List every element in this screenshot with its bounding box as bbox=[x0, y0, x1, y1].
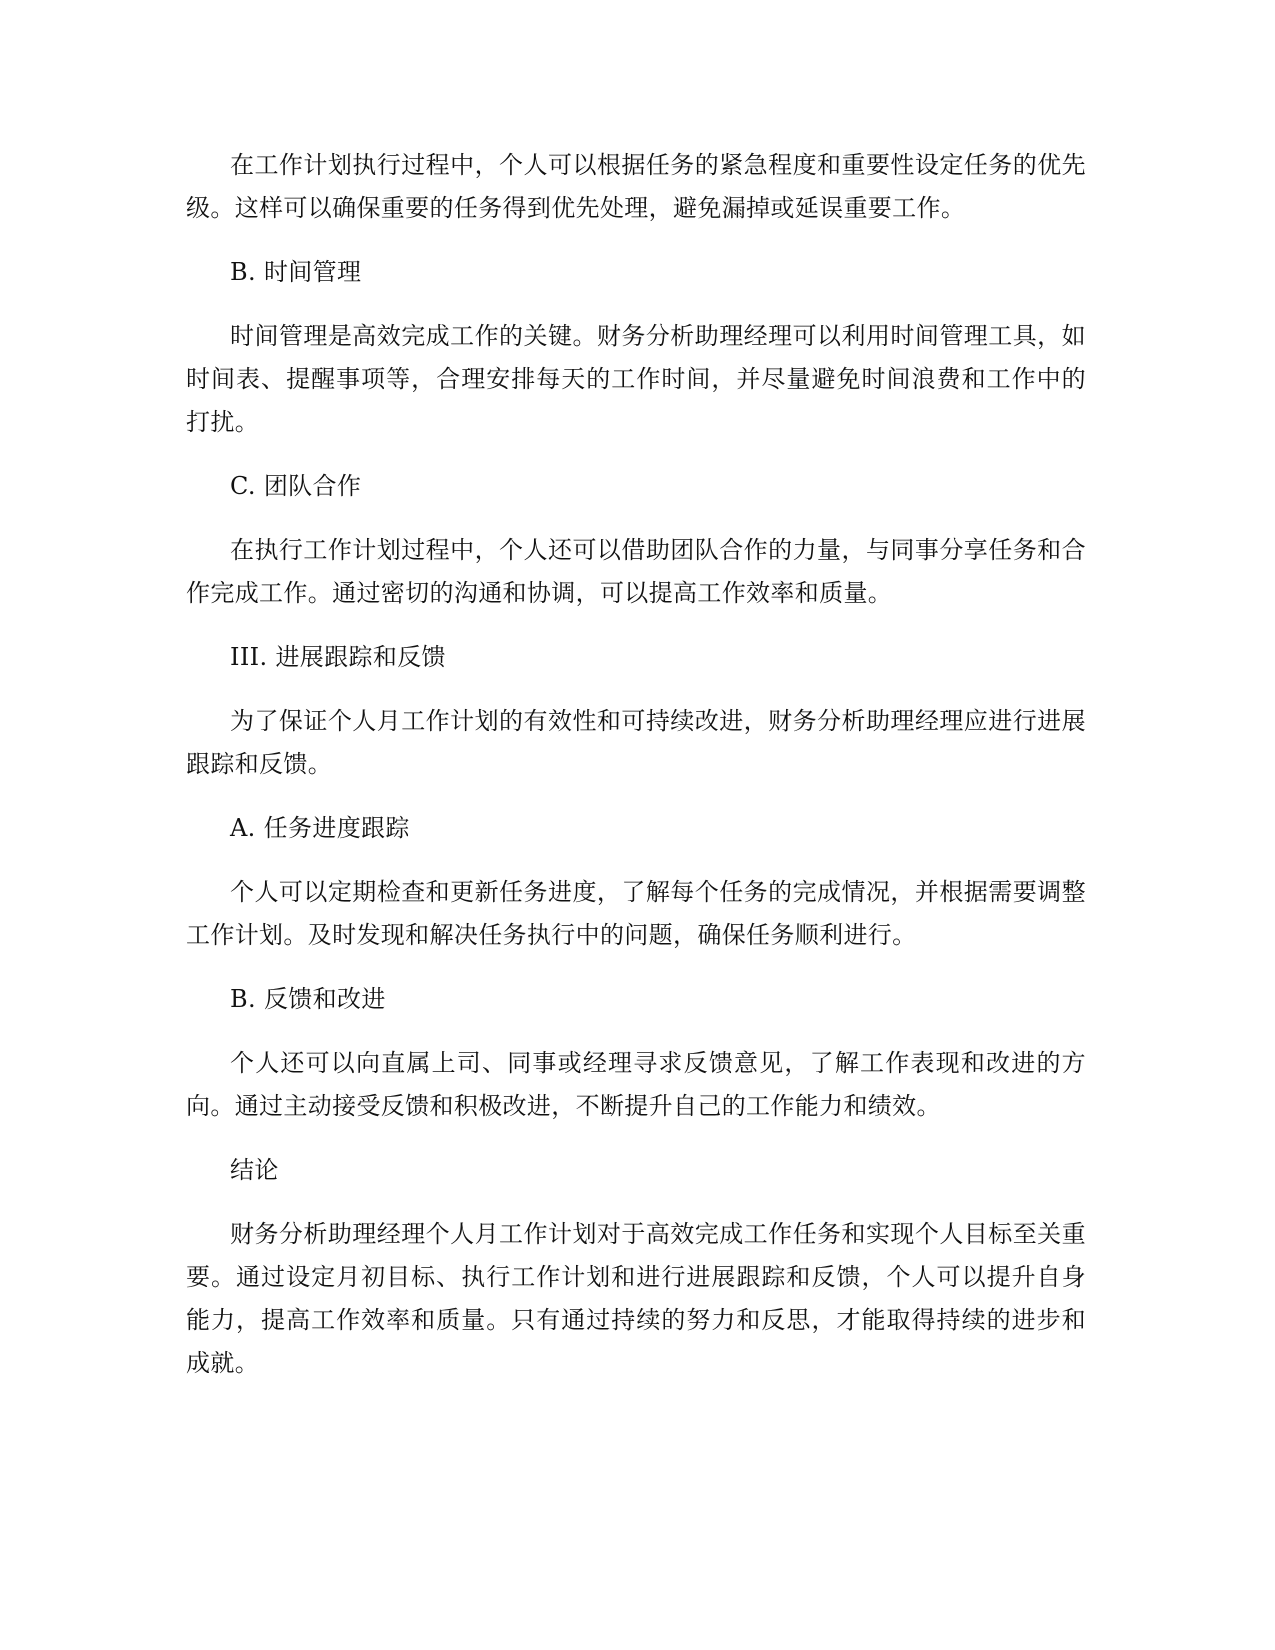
heading-feedback-improvement: B. 反馈和改进 bbox=[230, 985, 386, 1013]
heading-time-management: B. 时间管理 bbox=[230, 258, 362, 286]
paragraph-feedback-improvement: 个人还可以向直属上司、同事或经理寻求反馈意见，了解工作表现和改进的方向。通过主动接受反馈和积极改进，不断提升自己的工作能力和绩效。 bbox=[186, 1049, 1086, 1120]
paragraph-task-tracking: 个人可以定期检查和更新任务进度，了解每个任务的完成情况，并根据需要调整工作计划。及时发现和解决任务执行中的问题，确保任务顺利进行。 bbox=[186, 878, 1086, 949]
paragraph-priority: 在工作计划执行过程中，个人可以根据任务的紧急程度和重要性设定任务的优先级。这样可以确保重要的任务得到优先处理，避免漏掉或延误重要工作。 bbox=[186, 151, 1086, 222]
paragraph-progress-feedback: 为了保证个人月工作计划的有效性和可持续改进，财务分析助理经理应进行进展跟踪和反馈。 bbox=[186, 707, 1086, 778]
heading-conclusion: 结论 bbox=[230, 1156, 279, 1184]
paragraph-time-management: 时间管理是高效完成工作的关键。财务分析助理经理可以利用时间管理工具，如时间表、提醒事项等，合理安排每天的工作时间，并尽量避免时间浪费和工作中的打扰。 bbox=[186, 322, 1086, 436]
document-body bbox=[186, 144, 1086, 1385]
paragraph-conclusion: 财务分析助理经理个人月工作计划对于高效完成工作任务和实现个人目标至关重要。通过设定月初目标、执行工作计划和进行进展跟踪和反馈，个人可以提升自身能力，提高工作效率和质量。只有通过持续的努力和反思，才能取得持续的进步和成就。 bbox=[186, 1220, 1086, 1377]
heading-progress-feedback: III. 进展跟踪和反馈 bbox=[230, 643, 446, 671]
paragraph-teamwork: 在执行工作计划过程中，个人还可以借助团队合作的力量，与同事分享任务和合作完成工作。通过密切的沟通和协调，可以提高工作效率和质量。 bbox=[186, 536, 1086, 607]
heading-teamwork: C. 团队合作 bbox=[230, 472, 362, 500]
heading-task-tracking: A. 任务进度跟踪 bbox=[230, 814, 410, 842]
